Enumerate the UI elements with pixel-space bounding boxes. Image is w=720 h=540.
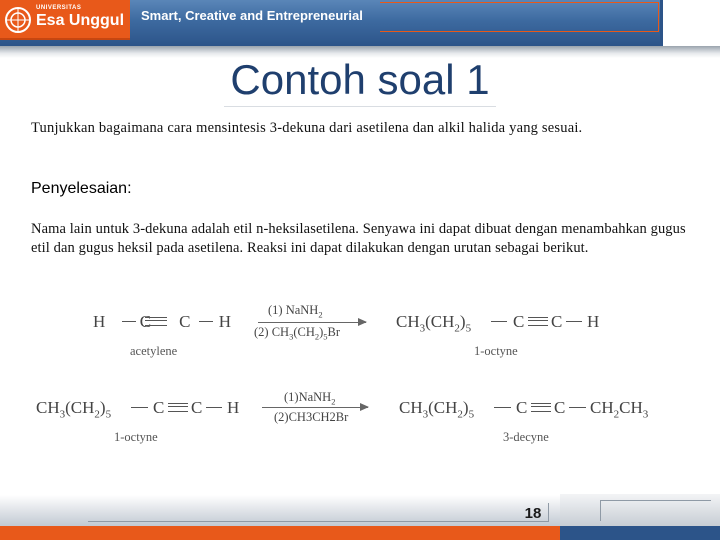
reaction-1-triple-bond	[145, 317, 167, 326]
university-emblem-icon	[3, 5, 33, 35]
reaction-1-product-single-bond-2	[566, 321, 582, 322]
reaction-1-product-h: H	[587, 312, 600, 331]
reaction-1-arrow	[258, 322, 366, 323]
logo-name: Esa Unggul	[36, 12, 125, 29]
logo-subtitle: UNIVERSITAS	[36, 5, 82, 11]
footer-blue-strip	[560, 526, 720, 540]
reaction-2-reactant-label: 1-octyne	[114, 430, 158, 444]
reaction-1-condition-1: (1) NaNH$_2$	[268, 303, 323, 320]
reaction-2-condition-1: (1)NaNH$_2$	[284, 390, 336, 407]
reaction-2-condition-2: (2)CH3CH2Br	[274, 410, 349, 424]
reaction-2-product-triple-bond	[531, 403, 551, 412]
reaction-2-reactant-single-bond-2	[206, 407, 222, 408]
reaction-2-arrow	[262, 407, 368, 408]
header-corner-tab	[660, 0, 720, 46]
footer-orange-strip	[0, 526, 560, 540]
reaction-1-product-single-bond	[491, 321, 507, 322]
university-logo	[0, 0, 130, 40]
reaction-2-product-ethyl: $CH_2CH_3$	[590, 398, 649, 421]
reaction-2-product-label: 3-decyne	[503, 430, 549, 444]
reaction-2-reactant-single-bond	[131, 407, 148, 408]
reaction-1-condition-2: (2) $CH_3(CH_2)_5Br$	[254, 325, 341, 342]
reaction-2-reactant-h: H	[227, 398, 240, 417]
slide-title: Contoh soal 1	[0, 56, 720, 107]
reaction-2-reactant-carbon-2: C	[191, 398, 203, 417]
reaction-1-product-triple-bond	[528, 317, 548, 326]
footer-line	[88, 503, 549, 522]
solution-heading: Penyelesaian:	[31, 180, 132, 197]
reaction-1-product-label: 1-octyne	[474, 344, 518, 358]
solution-text: Nama lain untuk 3-dekuna adalah etil n-heksilasetilena. Senyawa ini dapat dibuat dengan menambahkan gugus etil dan gugus heksil pada asetilena. Reaksi ini dapat dilakukan dengan urutan sebagai berikut.	[31, 221, 686, 256]
reaction-2-reactant: $CH_3(CH_2)_5$	[36, 398, 112, 421]
reaction-2-product-single-bond	[494, 407, 511, 408]
reaction-2-product: $CH_3(CH_2)_5$	[399, 398, 475, 421]
reaction-1-product-carbon-2: C	[551, 312, 563, 331]
reaction-2-product-carbon: C	[516, 398, 528, 417]
reaction-2-product-carbon-2: C	[554, 398, 566, 417]
reaction-2-product-single-bond-2	[569, 407, 586, 408]
header-frame	[380, 2, 659, 32]
page-number: 18	[524, 505, 542, 522]
reaction-1-reactant-label: acetylene	[130, 344, 178, 358]
header-tagline: Smart, Creative and Entrepreneurial	[141, 8, 363, 23]
footer-notch	[600, 500, 711, 521]
reaction-1-reactant: H C C H	[93, 312, 231, 331]
question-text: Tunjukkan bagaimana cara mensintesis 3-dekuna dari asetilena dan alkil halida yang sesuai.	[31, 120, 583, 136]
reaction-1-product: $CH_3(CH_2)_5$	[396, 312, 472, 335]
reaction-1-product-carbon: C	[513, 312, 525, 331]
reaction-2-reactant-triple-bond	[168, 403, 188, 412]
reaction-2-reactant-carbon: C	[153, 398, 165, 417]
